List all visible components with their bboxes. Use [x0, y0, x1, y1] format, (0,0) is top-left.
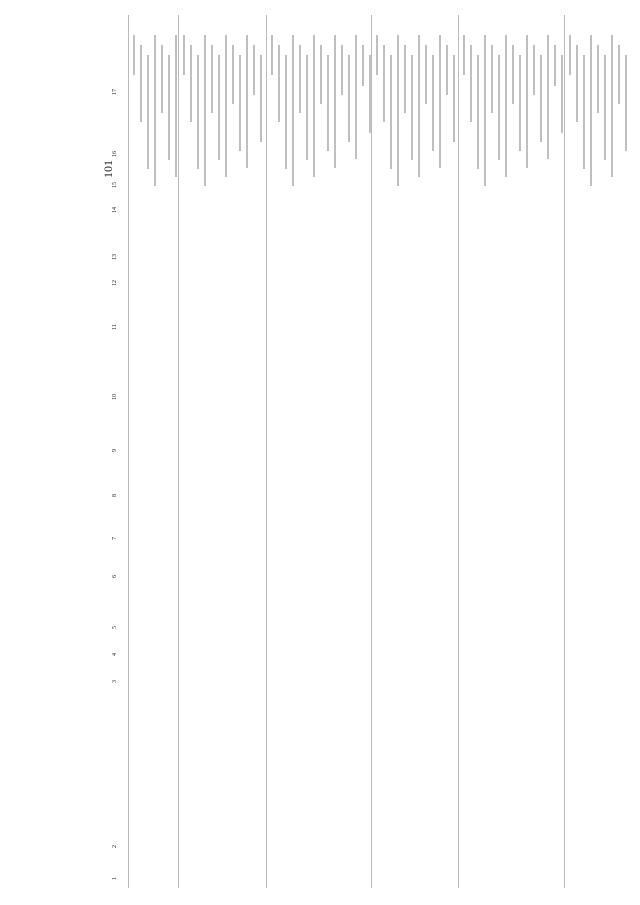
illegible-cell-text [554, 45, 556, 86]
illegible-cell-text [246, 35, 248, 168]
column-number: 15 [112, 182, 118, 188]
illegible-cell-text [512, 45, 514, 104]
illegible-cell-text [147, 55, 149, 169]
illegible-cell-text [161, 45, 163, 113]
illegible-cell-text [470, 45, 472, 122]
illegible-cell-text [197, 55, 199, 169]
illegible-cell-text [211, 45, 213, 113]
illegible-cell-text [260, 55, 262, 142]
illegible-cell-text [604, 55, 606, 160]
illegible-cell-text [425, 45, 427, 104]
illegible-cell-text [446, 45, 448, 95]
illegible-cell-text [253, 45, 255, 95]
column-number: 11 [112, 324, 118, 330]
illegible-cell-text [383, 45, 385, 122]
column-number: 14 [112, 207, 118, 213]
illegible-cell-text [519, 55, 521, 151]
illegible-cell-text [477, 55, 479, 169]
illegible-cell-text [569, 35, 571, 75]
illegible-cell-text [611, 35, 613, 177]
page-number: 101 [101, 160, 115, 178]
illegible-cell-text [320, 45, 322, 104]
illegible-cell-text [590, 35, 592, 186]
table-row [178, 15, 267, 888]
illegible-cell-text [397, 35, 399, 186]
illegible-cell-text [505, 35, 507, 177]
column-number: 4 [112, 653, 118, 656]
illegible-cell-text [453, 55, 455, 142]
table-row [266, 15, 372, 888]
illegible-cell-text [299, 45, 301, 113]
illegible-cell-text [625, 55, 627, 151]
illegible-cell-text [526, 35, 528, 168]
illegible-cell-text [533, 45, 535, 95]
illegible-cell-text [175, 35, 177, 177]
column-number: 13 [112, 254, 118, 260]
illegible-cell-text [271, 35, 273, 75]
column-number-row [112, 15, 122, 888]
illegible-cell-text [183, 35, 185, 75]
illegible-cell-text [313, 35, 315, 177]
illegible-cell-text [418, 35, 420, 177]
illegible-cell-text [292, 35, 294, 186]
illegible-cell-text [547, 35, 549, 159]
illegible-cell-text [306, 55, 308, 160]
illegible-cell-text [540, 55, 542, 142]
column-number: 17 [112, 89, 118, 95]
illegible-cell-text [576, 45, 578, 122]
column-number: 1 [112, 877, 118, 880]
illegible-cell-text [484, 35, 486, 186]
illegible-cell-text [218, 55, 220, 160]
table-row [458, 15, 565, 888]
illegible-cell-text [597, 45, 599, 113]
illegible-cell-text [154, 35, 156, 186]
illegible-cell-text [463, 35, 465, 75]
illegible-cell-text [168, 55, 170, 160]
table-row [128, 15, 179, 888]
illegible-cell-text [432, 55, 434, 151]
column-number: 8 [112, 494, 118, 497]
column-number: 6 [112, 575, 118, 578]
column-number: 7 [112, 537, 118, 540]
table-row [371, 15, 459, 888]
illegible-cell-text [491, 45, 493, 113]
column-number: 5 [112, 626, 118, 629]
column-number: 16 [112, 151, 118, 157]
illegible-cell-text [341, 45, 343, 95]
illegible-cell-text [225, 35, 227, 177]
illegible-cell-text [583, 55, 585, 169]
illegible-cell-text [190, 45, 192, 122]
illegible-cell-text [561, 55, 563, 133]
illegible-cell-text [285, 55, 287, 169]
illegible-cell-text [376, 35, 378, 75]
illegible-cell-text [439, 35, 441, 168]
illegible-cell-text [348, 55, 350, 142]
illegible-cell-text [239, 55, 241, 151]
column-number: 9 [112, 449, 118, 452]
illegible-cell-text [278, 45, 280, 122]
illegible-cell-text [618, 45, 620, 104]
column-number: 2 [112, 845, 118, 848]
illegible-cell-text [390, 55, 392, 169]
illegible-cell-text [133, 35, 135, 75]
illegible-cell-text [204, 35, 206, 186]
column-number: 3 [112, 680, 118, 683]
illegible-cell-text [140, 45, 142, 122]
illegible-cell-text [334, 35, 336, 168]
illegible-cell-text [411, 55, 413, 160]
illegible-cell-text [327, 55, 329, 151]
column-number: 10 [112, 394, 118, 400]
table-row [564, 15, 631, 888]
illegible-cell-text [232, 45, 234, 104]
illegible-cell-text [498, 55, 500, 160]
illegible-cell-text [404, 45, 406, 113]
illegible-cell-text [362, 45, 364, 86]
illegible-cell-text [355, 35, 357, 159]
column-number: 12 [112, 280, 118, 286]
